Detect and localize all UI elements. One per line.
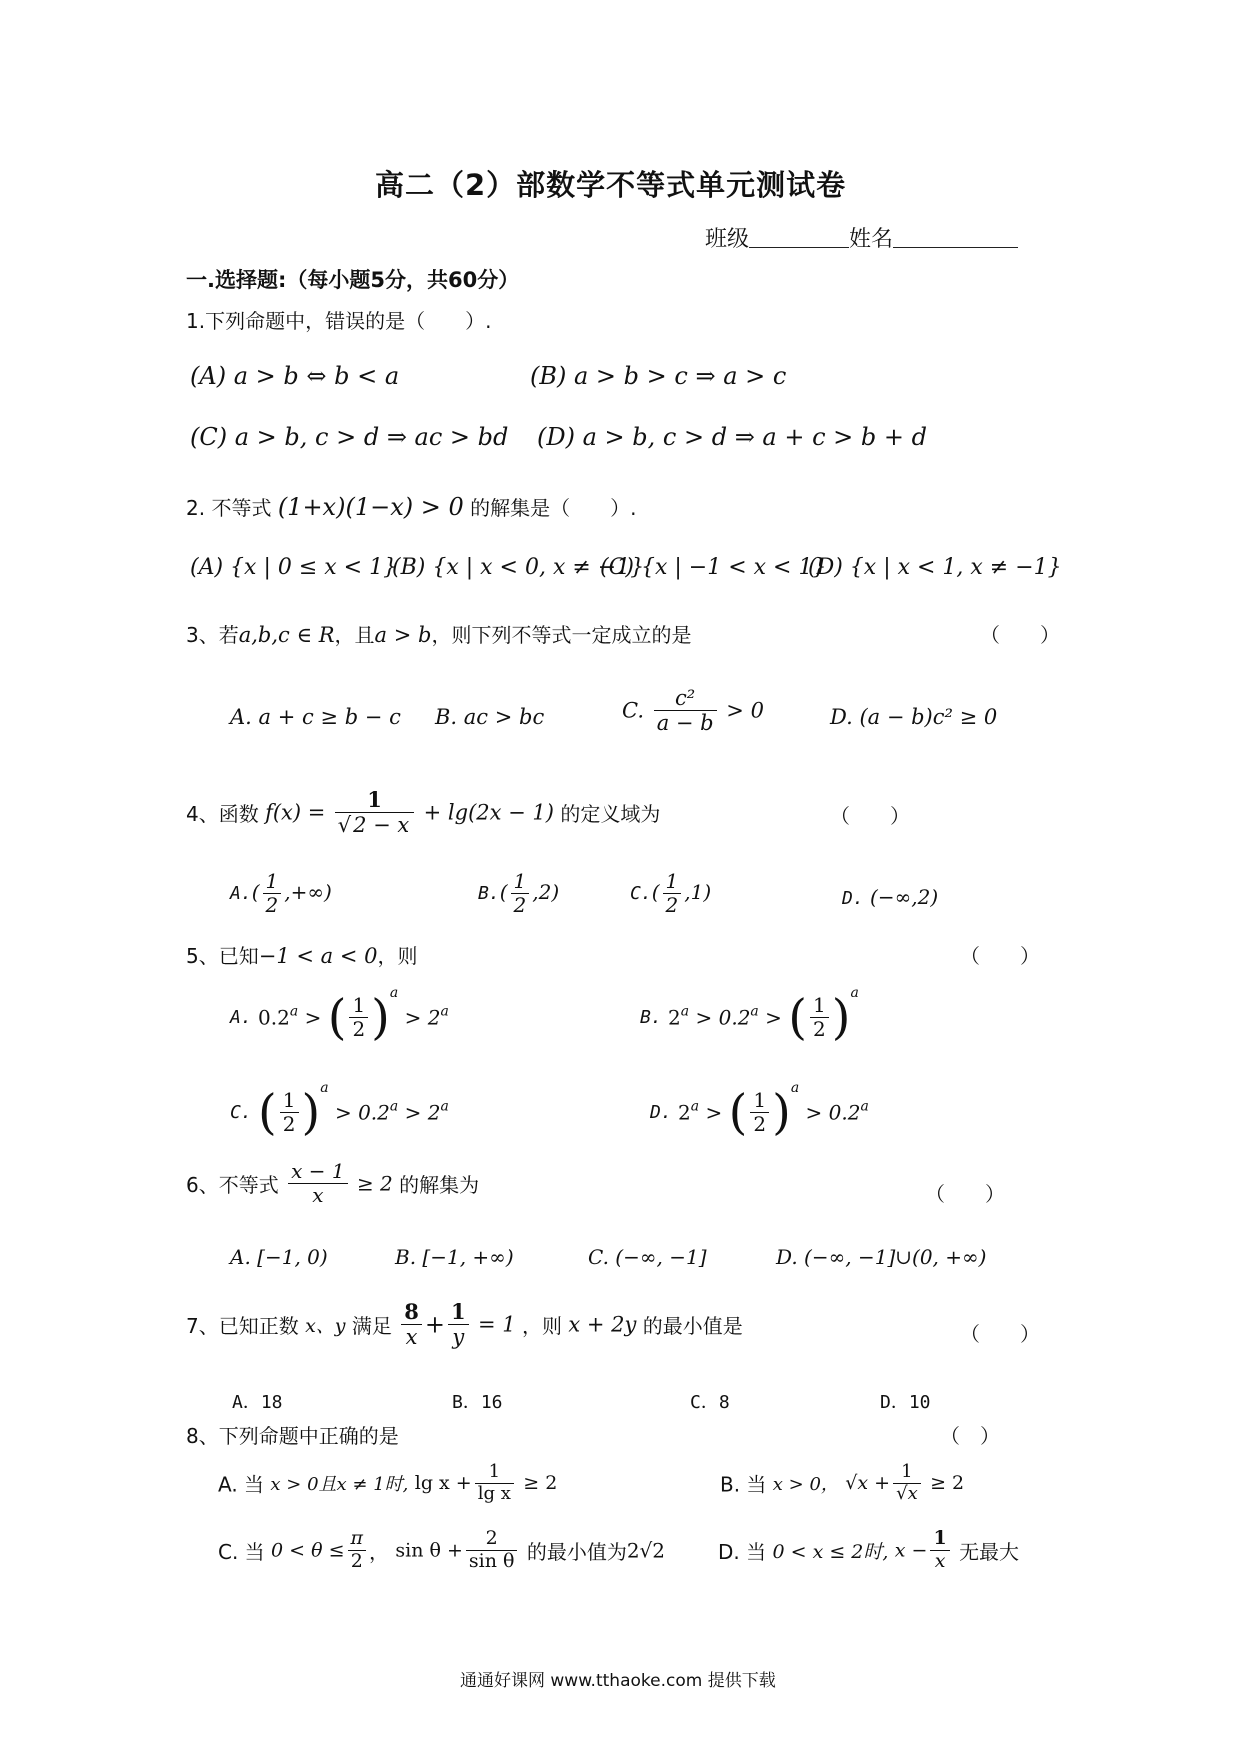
option-label: D. 当 [718, 1539, 767, 1564]
question-7-math2: x + 2y [568, 1312, 637, 1337]
question-5-stem-prefix: 5、已知 [186, 944, 259, 968]
fraction-denominator: x [312, 1183, 324, 1207]
question-8-answer-paren: （ ） [940, 1424, 1000, 1448]
question-7-vars: x、y [305, 1315, 346, 1338]
option-condition: x > 0， [772, 1474, 839, 1496]
question-8-option-b [720, 1462, 964, 1504]
option-separator: ， [369, 1539, 390, 1564]
term-op: > [705, 1100, 723, 1125]
question-3-option-a: A. a + c ≥ b − c [230, 705, 401, 729]
option-label: C. 当 [218, 1539, 265, 1564]
question-3-answer-paren: （ ） [980, 623, 1060, 647]
question-4-fraction [335, 788, 415, 837]
term-base: 2 [668, 1005, 681, 1030]
question-7-fraction-1 [401, 1300, 422, 1349]
term-exponent: a [750, 1003, 759, 1020]
question-3-stem-mid: ，且 [334, 623, 375, 647]
option-expression: lg x + [414, 1472, 472, 1495]
question-2-stem [186, 492, 636, 521]
option-left: ( [251, 880, 260, 904]
question-7-option-b: B．16 [452, 1392, 503, 1413]
option-right: ,2) [532, 880, 560, 904]
option-label: B. [478, 883, 500, 904]
option-condition: 0 < x ≤ 2时, [772, 1540, 889, 1563]
question-5-option-c [230, 1080, 449, 1141]
question-6-stem-prefix: 6、不等式 [186, 1173, 279, 1197]
question-2-stem-math: (1+x)(1−x) > 0 [277, 493, 464, 521]
question-6-option-b: B. [−1, +∞) [395, 1245, 514, 1269]
name-input-blank[interactable] [893, 229, 1018, 248]
option-condition: x > 0且x ≠ 1时, [270, 1474, 409, 1496]
fraction-numerator: π [348, 1528, 367, 1551]
fraction-denominator: 2 [352, 1017, 366, 1041]
option-label: B. 当 [720, 1472, 767, 1497]
open-paren-icon: ( [728, 1084, 748, 1141]
option-expression: x − [894, 1539, 928, 1562]
option-fraction [475, 1462, 514, 1504]
option-fraction-2 [466, 1528, 518, 1573]
option-expression: sin θ + [395, 1539, 463, 1562]
question-6-option-a: A. [−1, 0) [230, 1245, 328, 1269]
fraction-numerator: 1 [810, 994, 829, 1018]
term-op: > 0.2 [805, 1100, 861, 1125]
fraction-numerator: 1 [930, 1528, 949, 1551]
term-exponent: a [289, 1003, 299, 1020]
option-fraction [810, 994, 829, 1041]
fraction-denominator: 2 [350, 1549, 363, 1572]
option-label: C. [230, 1102, 252, 1123]
option-suffix: 的最小值为 [526, 1539, 627, 1564]
fraction-numerator: 1 [335, 788, 415, 813]
question-7-eq: = 1 [477, 1312, 516, 1337]
question-7-stem-mid2: ，则 [521, 1314, 562, 1339]
option-fraction [263, 870, 282, 917]
question-5-answer-paren: （ ） [960, 944, 1040, 968]
open-paren-icon: ( [258, 1084, 277, 1141]
option-label: D. [650, 1102, 672, 1123]
option-right: ,1) [684, 880, 712, 904]
question-2-option-d: (D) {x | x < 1, x ≠ −1} [808, 555, 1062, 580]
question-3-stem-math1: a,b,c ∈ R [238, 623, 335, 647]
question-7-fraction-2 [448, 1300, 469, 1349]
option-right: ,+∞) [284, 880, 332, 904]
page-footer: 通通好课网 www.tthaoke.com 提供下载 [460, 1671, 776, 1691]
question-3-stem-prefix: 3、若 [186, 623, 239, 647]
fraction-numerator: 1 [448, 1300, 469, 1325]
close-paren-icon: ) [371, 989, 390, 1046]
term-exponent: a [690, 1098, 700, 1115]
question-3-stem-math2: a > b [374, 623, 432, 647]
option-fraction [893, 1462, 921, 1504]
term-op: > 2 [404, 1100, 441, 1125]
option-rest: ≥ 2 [930, 1472, 965, 1495]
term-exponent: a [790, 1080, 800, 1096]
question-4-option-d [842, 885, 938, 909]
question-1-option-d: (D) a > b, c > d ⇒ a + c > b + d [537, 423, 928, 451]
header-fields [705, 222, 1018, 253]
option-label: B. [640, 1007, 662, 1028]
question-5-option-a [230, 985, 449, 1046]
fraction-denominator: 2 [813, 1017, 826, 1041]
option-fraction [663, 870, 682, 917]
fraction-numerator: x − 1 [288, 1160, 347, 1184]
fraction-denominator: a − b [656, 711, 714, 736]
option-fraction [511, 870, 530, 917]
question-7-stem-suffix: 的最小值是 [642, 1314, 743, 1339]
question-4-stem-suffix: 的定义域为 [560, 802, 661, 827]
fraction-denominator: sin θ [468, 1549, 515, 1572]
close-paren-icon: ) [831, 989, 851, 1046]
fraction-denominator: 2 [753, 1112, 767, 1136]
option-label: A. [230, 883, 252, 904]
question-3-option-c-rest: > 0 [726, 698, 764, 723]
question-4-rest: + lg(2x − 1) [423, 800, 554, 825]
fraction-denominator: √x [896, 1482, 918, 1504]
fraction-numerator: 1 [475, 1462, 514, 1484]
term-exponent: a [389, 1098, 399, 1115]
question-7-stem [186, 1300, 743, 1349]
term-exponent: a [389, 985, 399, 1001]
question-3-option-c-label: C. [622, 698, 644, 723]
term-base: 0.2 [258, 1005, 290, 1030]
question-7-stem-mid: 满足 [351, 1314, 392, 1339]
question-8-option-c [218, 1528, 665, 1573]
term-op: > [304, 1005, 322, 1030]
term-op: > 0.2 [695, 1005, 751, 1030]
fraction-denominator: √2 − x [337, 813, 410, 838]
term-exponent: a [320, 1080, 329, 1096]
question-1-option-a: (A) a > b ⇔ b < a [190, 362, 400, 390]
open-paren-icon: ( [327, 989, 347, 1046]
term-base: 2 [678, 1100, 691, 1125]
option-left: ( [651, 880, 660, 904]
term-exponent: a [850, 985, 859, 1001]
fraction-numerator: 1 [663, 870, 682, 894]
question-3-option-c [622, 686, 764, 735]
term-op: > 2 [404, 1005, 441, 1030]
class-label: 班级 [705, 227, 750, 252]
sqrt-content: 2 − x [353, 813, 410, 838]
question-4-option-c [630, 870, 711, 917]
term-op: > [765, 1005, 782, 1030]
name-label: 姓名 [849, 227, 894, 252]
question-8-option-d [718, 1528, 1019, 1573]
fraction-numerator: 1 [511, 870, 530, 894]
question-2-option-c: (C) {x | −1 < x < 1} [600, 555, 827, 580]
close-paren-icon: ) [772, 1084, 791, 1141]
question-8-option-a [218, 1462, 557, 1504]
question-4-answer-paren: （ ） [830, 804, 910, 828]
option-label: A. 当 [218, 1472, 265, 1497]
option-suffix: 无最大 [959, 1539, 1020, 1564]
question-7-stem-prefix: 7、已知正数 [186, 1314, 299, 1339]
fraction-denominator: x [405, 1325, 418, 1350]
term-exponent: a [860, 1098, 869, 1115]
fraction-numerator: 1 [893, 1462, 921, 1484]
option-fraction [280, 1089, 299, 1136]
fraction-denominator: 2 [265, 893, 279, 917]
option-label: D. [842, 888, 864, 909]
plus-sign: + [424, 1310, 445, 1339]
close-paren-icon: ) [301, 1084, 321, 1141]
question-7-answer-paren: （ ） [960, 1322, 1040, 1346]
question-4-stem-prefix: 4、函数 [186, 802, 259, 827]
question-5-option-b [640, 985, 859, 1046]
term-exponent: a [680, 1003, 690, 1020]
option-fraction [349, 994, 368, 1041]
question-4-fx: f(x) = [265, 800, 326, 825]
question-6-stem-suffix: 的解集为 [399, 1173, 480, 1197]
question-2-stem-prefix: 2. 不等式 [186, 496, 272, 520]
question-6-answer-paren: （ ） [925, 1182, 1005, 1206]
open-paren-icon: ( [788, 989, 807, 1046]
fraction-numerator: 8 [401, 1300, 422, 1325]
fraction-denominator: y [452, 1325, 465, 1350]
page-title: 高二（2）部数学不等式单元测试卷 [375, 168, 847, 202]
option-label: C. [630, 883, 652, 904]
question-3-option-d: D. (a − b)c² ≥ 0 [830, 705, 998, 729]
term-op: > 0.2 [334, 1100, 390, 1125]
fraction-denominator: 2 [665, 893, 679, 917]
question-6-rest: ≥ 2 [356, 1171, 393, 1196]
question-3-stem [186, 619, 691, 648]
question-1-option-b: (B) a > b > c ⇒ a > c [530, 362, 787, 390]
question-4-stem [186, 788, 660, 837]
fraction-numerator: 1 [349, 994, 368, 1018]
question-7-option-d: D．10 [880, 1392, 931, 1413]
question-8-stem: 8、下列命题中正确的是 [186, 1424, 399, 1448]
fraction-numerator: 1 [750, 1089, 769, 1113]
question-5-option-d [650, 1080, 869, 1141]
question-3-option-b: B. ac > bc [435, 705, 545, 729]
option-value: 2√2 [626, 1538, 666, 1563]
option-left: ( [499, 880, 508, 904]
question-3-option-c-fraction [654, 686, 717, 735]
fraction-denominator: x [934, 1549, 946, 1572]
question-2-stem-suffix: 的解集是（ ）. [470, 496, 637, 520]
fraction-denominator: 2 [282, 1112, 296, 1136]
question-6-option-c: C. (−∞, −1] [588, 1245, 707, 1269]
question-6-option-d: D. (−∞, −1]∪(0, +∞) [776, 1245, 987, 1269]
option-fraction [930, 1528, 949, 1573]
option-text: (−∞,2) [870, 885, 939, 909]
question-6-stem [186, 1160, 479, 1207]
term-exponent: a [440, 1003, 449, 1020]
fraction-numerator: 1 [263, 870, 282, 894]
option-fraction-1 [348, 1528, 367, 1573]
option-condition: 0 < θ ≤ [271, 1539, 345, 1562]
question-4-option-a [230, 870, 332, 917]
question-1-stem: 1.下列命题中，错误的是（ ）. [186, 309, 492, 333]
question-7-option-a: A．18 [232, 1392, 283, 1413]
question-2-option-b: (B) {x | x < 0, x ≠ −1} [392, 555, 645, 580]
question-5-stem [186, 940, 417, 969]
option-rest: ≥ 2 [523, 1472, 558, 1495]
fraction-denominator: 2 [513, 893, 527, 917]
question-7-option-c: C．8 [690, 1392, 730, 1413]
option-label: A. [230, 1007, 252, 1028]
question-2-option-a: (A) {x | 0 ≤ x < 1} [190, 555, 398, 580]
fraction-numerator: 2 [466, 1528, 518, 1551]
fraction-numerator: c² [654, 686, 717, 711]
question-1-option-c: (C) a > b, c > d ⇒ ac > bd [190, 423, 509, 451]
question-4-option-b [478, 870, 559, 917]
term-exponent: a [440, 1098, 449, 1115]
section-heading: 一.选择题:（每小题5分，共60分） [186, 268, 520, 292]
option-fraction [750, 1089, 769, 1136]
class-input-blank[interactable] [749, 229, 849, 248]
question-5-stem-math: −1 < a < 0 [258, 944, 378, 968]
question-6-fraction [288, 1160, 347, 1207]
question-3-stem-suffix: ，则下列不等式一定成立的是 [431, 623, 692, 647]
fraction-numerator: 1 [280, 1089, 299, 1113]
question-5-stem-suffix: ，则 [377, 944, 418, 968]
fraction-denominator: lg x [477, 1482, 511, 1504]
option-expression: √x + [845, 1472, 891, 1495]
